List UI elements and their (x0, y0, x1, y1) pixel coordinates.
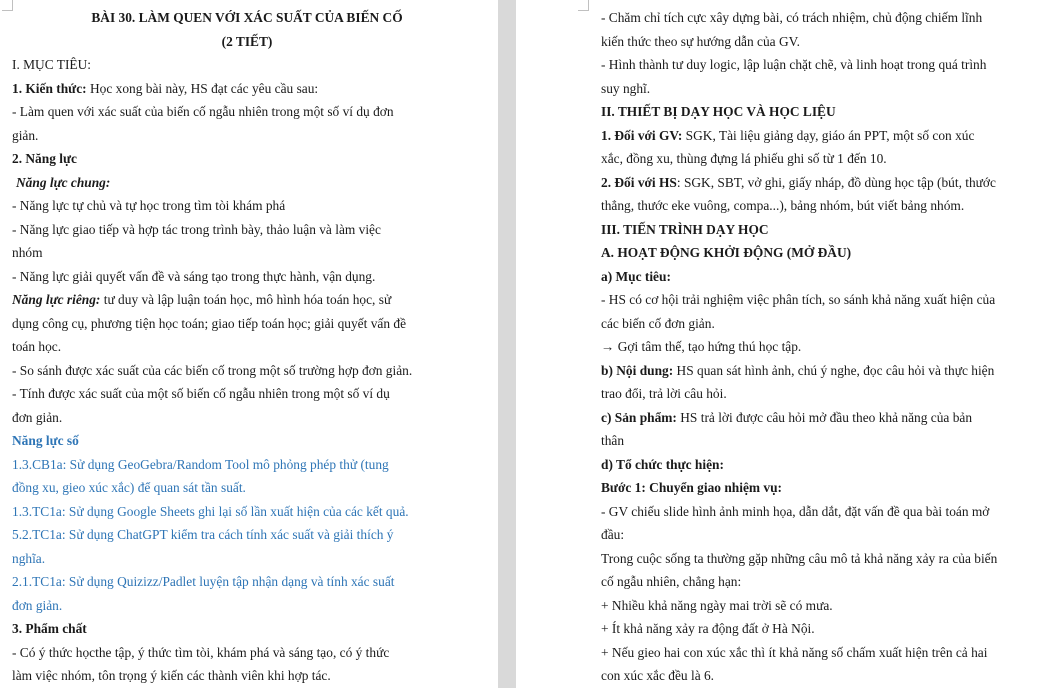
paragraph-line: cố ngẫu nhiên, chẳng hạn: (601, 574, 742, 589)
paragraph-line: - Năng lực giải quyết vấn đề và sáng tạo trong thực hành, vận dụng. (12, 268, 376, 284)
margin-mark (578, 0, 589, 11)
paragraph-line: xắc, đồng xu, thùng đựng lá phiếu ghi số từ 1 đến 10. (601, 151, 887, 166)
paragraph-line: - GV chiếu slide hình ảnh minh họa, dẫn dắt, đặt vấn đề qua bài toán mở (601, 503, 990, 519)
paragraph-line: 2. Đối với HS: SGK, SBT, vở ghi, giấy nháp, đồ dùng học tập (bút, thước (601, 174, 996, 190)
paragraph-line: đồng xu, gieo xúc xắc) để quan sát tần suất. (12, 480, 246, 495)
paragraph-line: - Năng lực giao tiếp và hợp tác trong trình bày, thảo luận và làm việc (12, 221, 381, 237)
paragraph-line: Năng lực riêng: tư duy và lập luận toán học, mô hình hóa toán học, sử (12, 292, 392, 307)
page-gutter (498, 0, 516, 688)
section-heading: II. THIẾT BỊ DẠY HỌC VÀ HỌC LIỆU (601, 104, 836, 119)
paragraph-line: nghĩa. (12, 550, 46, 566)
paragraph-line: nhóm (12, 245, 43, 260)
paragraph-line: con xúc xắc đều là 6. (601, 668, 715, 683)
paragraph-line: suy nghĩ. (601, 80, 651, 96)
content-label: b) Nội dung: (601, 362, 674, 378)
paragraph-line: đầu: (601, 527, 625, 542)
paragraph-line: 1. Kiến thức: Học xong bài này, HS đạt các yêu cầu sau: (12, 80, 319, 96)
step-heading: Bước 1: Chuyển giao nhiệm vụ: (601, 480, 782, 495)
paragraph-line: các biến cố đơn giản. (601, 315, 715, 331)
paragraph-line: b) Nội dung: HS quan sát hình ảnh, chú ý nghe, đọc câu hỏi và thực hiện (601, 362, 995, 378)
section-heading: I. MỤC TIÊU: (12, 57, 91, 72)
paragraph-line: kiến thức theo sự hướng dẫn của GV. (601, 33, 800, 49)
hs-label: 2. Đối với HS (601, 174, 677, 190)
paragraph-line: - Làm quen với xác suất của biến cố ngẫu nhiên trong một số ví dụ đơn (12, 104, 394, 119)
subheading: 2. Năng lực (12, 151, 77, 166)
paragraph-line: 1. Đối với GV: SGK, Tài liệu giảng dạy, giáo án PPT, một số con xúc (601, 127, 975, 143)
paragraph-line: đơn giản. (12, 597, 63, 613)
paragraph-line: 1.3.TC1a: Sử dụng Google Sheets ghi lại số lần xuất hiện của các kết quả. (12, 503, 409, 519)
subheading: 3. Phẩm chất (12, 621, 87, 636)
paragraph-line: 5.2.TC1a: Sử dụng ChatGPT kiểm tra cách tính xác suất và giải thích ý (12, 527, 394, 542)
paragraph-line: thẳng, thước eke vuông, compa...), bảng nhóm, bút viết bảng nhóm. (601, 198, 965, 213)
paragraph-line: - Tính được xác suất của một số biến cố ngẫu nhiên trong một số ví dụ (12, 386, 390, 401)
paragraph-line: + Nhiều khả năng ngày mai trời sẽ có mưa. (601, 597, 833, 613)
paragraph-line: - HS có cơ hội trải nghiệm việc phân tích, so sánh khả năng xuất hiện của (601, 292, 996, 307)
gv-label: 1. Đối với GV: (601, 127, 683, 143)
subheading: Năng lực chung: (16, 174, 111, 190)
product-label: c) Sản phẩm: (601, 409, 677, 425)
paragraph-line: Trong cuộc sống ta thường gặp những câu mô tả khả năng xảy ra của biến (601, 550, 998, 566)
left-page (0, 0, 498, 688)
specific-label: Năng lực riêng: (12, 292, 101, 307)
paragraph-line: 2.1.TC1a: Sử dụng Quizizz/Padlet luyện tập nhận dạng và tính xác suất (12, 574, 395, 589)
paragraph-line: giản. (12, 127, 39, 143)
knowledge-label: 1. Kiến thức: (12, 80, 87, 96)
section-heading: III. TIẾN TRÌNH DẠY HỌC (601, 221, 769, 237)
right-page (516, 0, 1041, 688)
paragraph-line: - Hình thành tư duy logic, lập luận chặt chẽ, và linh hoạt trong quá trình (601, 57, 987, 72)
paragraph-line: đơn giản. (12, 409, 63, 425)
subheading: d) Tổ chức thực hiện: (601, 456, 724, 472)
paragraph-line: - Chăm chỉ tích cực xây dựng bài, có trách nhiệm, chủ động chiếm lĩnh (601, 10, 983, 25)
paragraph-line: 1.3.CB1a: Sử dụng GeoGebra/Random Tool mô phỏng phép thử (tung (12, 456, 389, 472)
lesson-title: BÀI 30. LÀM QUEN VỚI XÁC SUẤT CỦA BIẾN CỐ (91, 10, 403, 25)
paragraph-line: → Gợi tâm thế, tạo hứng thú học tập. (601, 339, 802, 354)
paragraph-line: dụng công cụ, phương tiện học toán; giao tiếp toán học; giải quyết vấn đề (12, 315, 407, 331)
paragraph-line: + Ít khả năng xảy ra động đất ở Hà Nội. (601, 621, 815, 636)
paragraph-line: toán học. (12, 339, 62, 354)
left-text-column (12, 0, 482, 688)
paragraph-line: - So sánh được xác suất của các biến cố trong một số trường hợp đơn giản. (12, 362, 413, 378)
right-text-column (601, 0, 1031, 688)
paragraph-line: trao đổi, trả lời câu hỏi. (601, 386, 727, 401)
subheading: a) Mục tiêu: (601, 268, 671, 284)
paragraph-line: c) Sản phẩm: HS trả lời được câu hỏi mở đầu theo khả năng của bản (601, 409, 973, 425)
activity-heading: A. HOẠT ĐỘNG KHỞI ĐỘNG (MỞ ĐẦU) (601, 245, 852, 260)
paragraph-line: làm việc nhóm, tôn trọng ý kiến các thành viên khi hợp tác. (12, 668, 331, 683)
subheading: Năng lực số (12, 433, 79, 448)
lesson-duration: (2 TIẾT) (221, 33, 273, 49)
paragraph-line: - Có ý thức họcthe tập, ý thức tìm tòi, khám phá và sáng tạo, có ý thức (12, 644, 390, 660)
paragraph-line: + Nếu gieo hai con xúc xắc thì ít khả năng số chấm xuất hiện trên cả hai (601, 644, 988, 660)
paragraph-line: - Năng lực tự chủ và tự học trong tìm tòi khám phá (12, 198, 286, 213)
paragraph-line: thân (601, 433, 625, 448)
